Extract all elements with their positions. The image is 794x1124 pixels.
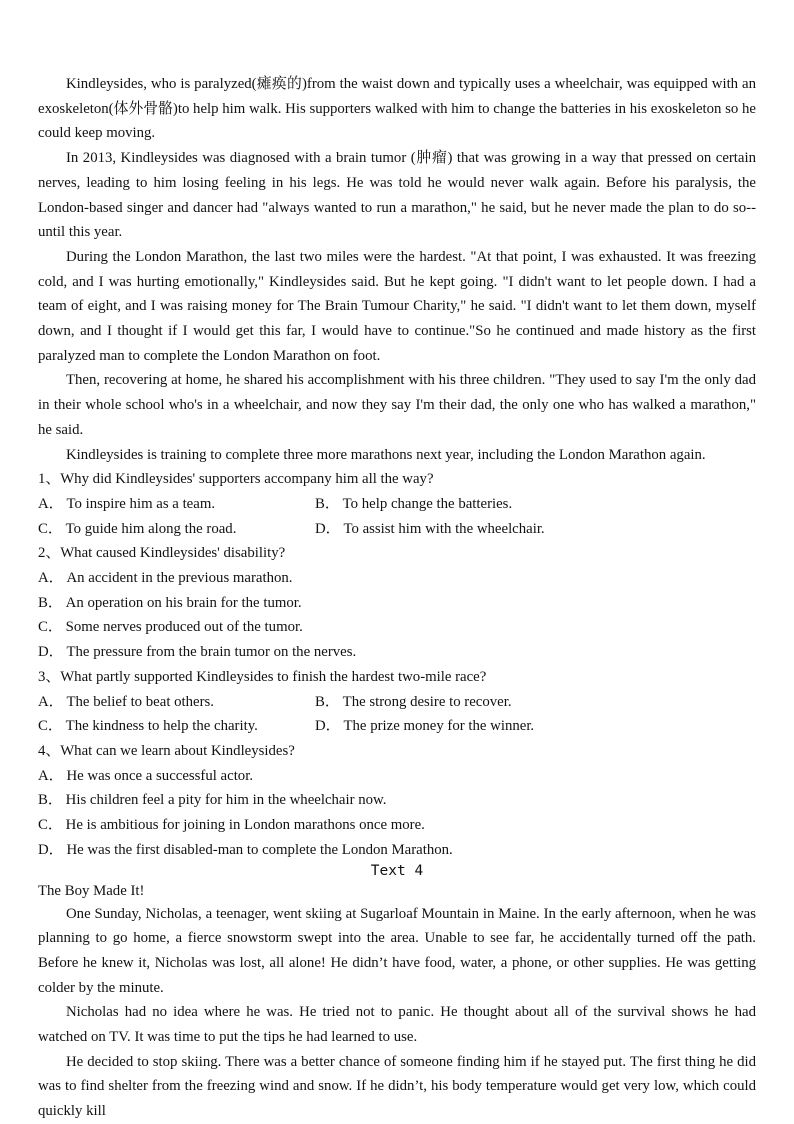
paragraph: Then, recovering at home, he shared his accomplishment with his three children. "They used to say I'm the only dad in their whole school who's in a wheelchair, and now they say I'm their dad, the only one who has walked a marathon," he said. — [38, 372, 756, 438]
option-a — [38, 690, 315, 715]
option-c — [38, 813, 756, 838]
option-a — [38, 566, 756, 591]
option-d — [38, 640, 756, 665]
option-a — [38, 764, 756, 789]
question-stem — [38, 541, 756, 566]
option-d — [38, 838, 756, 863]
option-label: B． — [315, 495, 340, 512]
option-text: An accident in the previous marathon. — [66, 570, 293, 587]
option-b — [315, 492, 756, 517]
option-text: The strong desire to recover. — [342, 693, 512, 710]
option-text: His children feel a pity for him in the wheelchair now. — [65, 792, 387, 809]
option-label: C． — [38, 817, 63, 834]
option-label: B． — [38, 792, 63, 809]
options-row — [38, 690, 756, 739]
question-number: 1、 — [38, 471, 61, 488]
option-label: A． — [38, 495, 64, 512]
options-row — [38, 492, 756, 541]
option-text: Some nerves produced out of the tumor. — [65, 619, 303, 636]
option-text: An operation on his brain for the tumor. — [65, 594, 302, 611]
option-label: B． — [315, 693, 340, 710]
paragraph: Kindleysides is training to complete three more marathons next year, including the London Marathon again. — [66, 446, 706, 463]
option-text: To inspire him as a team. — [66, 495, 216, 512]
question-number: 4、 — [38, 742, 61, 759]
option-c — [38, 714, 315, 739]
passage-2 — [38, 880, 756, 1124]
paragraph: During the London Marathon, the last two miles were the hardest. "At that point, I was exhausted. It was freezing cold, and I was hurting emotionally," Kindleysides said. But he kept going. "I didn't want to let people down. I had a team of eight, and I was raising money for The Brain Tumour Charity," he said. "I didn't want to let them down, myself down, and I thought if I would get this far, I would have to continue."So he continued and made history as the first paralyzed man to complete the London Marathon on foot. — [38, 248, 756, 364]
question-number: 2、 — [38, 545, 61, 562]
option-text: The prize money for the winner. — [343, 718, 535, 735]
option-text: The pressure from the brain tumor on the nerves. — [66, 644, 357, 661]
option-c — [38, 517, 315, 542]
question-stem — [38, 665, 756, 690]
passage-2-title: The Boy Made It! — [38, 882, 145, 899]
option-label: A． — [38, 693, 64, 710]
option-text: He was the first disabled-man to complete the London Marathon. — [66, 841, 453, 858]
option-text: To guide him along the road. — [65, 520, 237, 537]
question-stem — [38, 739, 756, 764]
option-label: C． — [38, 619, 63, 636]
option-b — [38, 788, 756, 813]
option-text: The belief to beat others. — [66, 693, 214, 710]
option-b — [315, 690, 756, 715]
option-label: D． — [315, 718, 341, 735]
paragraph: He decided to stop skiing. There was a better chance of someone finding him if he stayed put. The first thing he did was to find shelter from the freezing wind and snow. If he didn’t, his body temperature would get very low, which could quickly kill — [38, 1053, 756, 1120]
question-stem — [38, 467, 756, 492]
section-heading-text-4: Text 4 — [370, 862, 424, 879]
option-text: He is ambitious for joining in London marathons once more. — [65, 817, 425, 834]
question-number: 3、 — [38, 668, 61, 685]
option-text: To help change the batteries. — [342, 495, 513, 512]
question-3 — [38, 665, 756, 739]
passage-1 — [38, 72, 756, 467]
option-d — [315, 517, 756, 542]
option-text: The kindness to help the charity. — [65, 718, 258, 735]
option-label: D． — [38, 644, 64, 661]
paragraph: One Sunday, Nicholas, a teenager, went skiing at Sugarloaf Mountain in Maine. In the early afternoon, when he was planning to go home, a fierce snowstorm swept into the area. Unable to see far, he accidentally turned off the path. Before he knew it, Nicholas was lost, all alone! He didn’t have food, water, a phone, or other supplies. He was getting colder by the minute. — [38, 905, 756, 996]
question-text: What caused Kindleysides' disability? — [60, 545, 286, 562]
option-label: A． — [38, 570, 64, 587]
option-d — [315, 714, 756, 739]
question-text: What partly supported Kindleysides to finish the hardest two-mile race? — [60, 668, 487, 685]
option-label: C． — [38, 520, 63, 537]
option-b — [38, 591, 756, 616]
option-text: He was once a successful actor. — [66, 767, 254, 784]
paragraph: Nicholas had no idea where he was. He tried not to panic. He thought about all of the survival shows he had watched on TV. It was time to put the tips he had learned to use. — [38, 1004, 756, 1046]
paragraph: Kindleysides, who is paralyzed(瘫痪的)from the waist down and typically uses a wheelchair, was equipped with an exoskeleton(体外骨骼)to help him walk. His supporters walked with him to change the batteries in his exoskeleton so he could keep moving. — [38, 76, 756, 142]
option-label: D． — [38, 841, 64, 858]
option-label: C． — [38, 718, 63, 735]
option-c — [38, 615, 756, 640]
option-a — [38, 492, 315, 517]
option-label: D． — [315, 520, 341, 537]
option-text: To assist him with the wheelchair. — [343, 520, 545, 537]
paragraph: In 2013, Kindleysides was diagnosed with a brain tumor (肿瘤) that was growing in a way that pressed on certain nerves, leading to him losing feeling in his legs. He was told he would never walk again. Before his paralysis, the London-based singer and dancer had "always wanted to run a marathon," he said, but he never made the plan to do so--until this year. — [38, 150, 756, 241]
question-1 — [38, 467, 756, 541]
option-label: B． — [38, 594, 63, 611]
option-label: A． — [38, 767, 64, 784]
question-2 — [38, 541, 756, 665]
question-text: Why did Kindleysides' supporters accompany him all the way? — [60, 471, 434, 488]
question-text: What can we learn about Kindleysides? — [60, 742, 295, 759]
question-4 — [38, 739, 756, 863]
